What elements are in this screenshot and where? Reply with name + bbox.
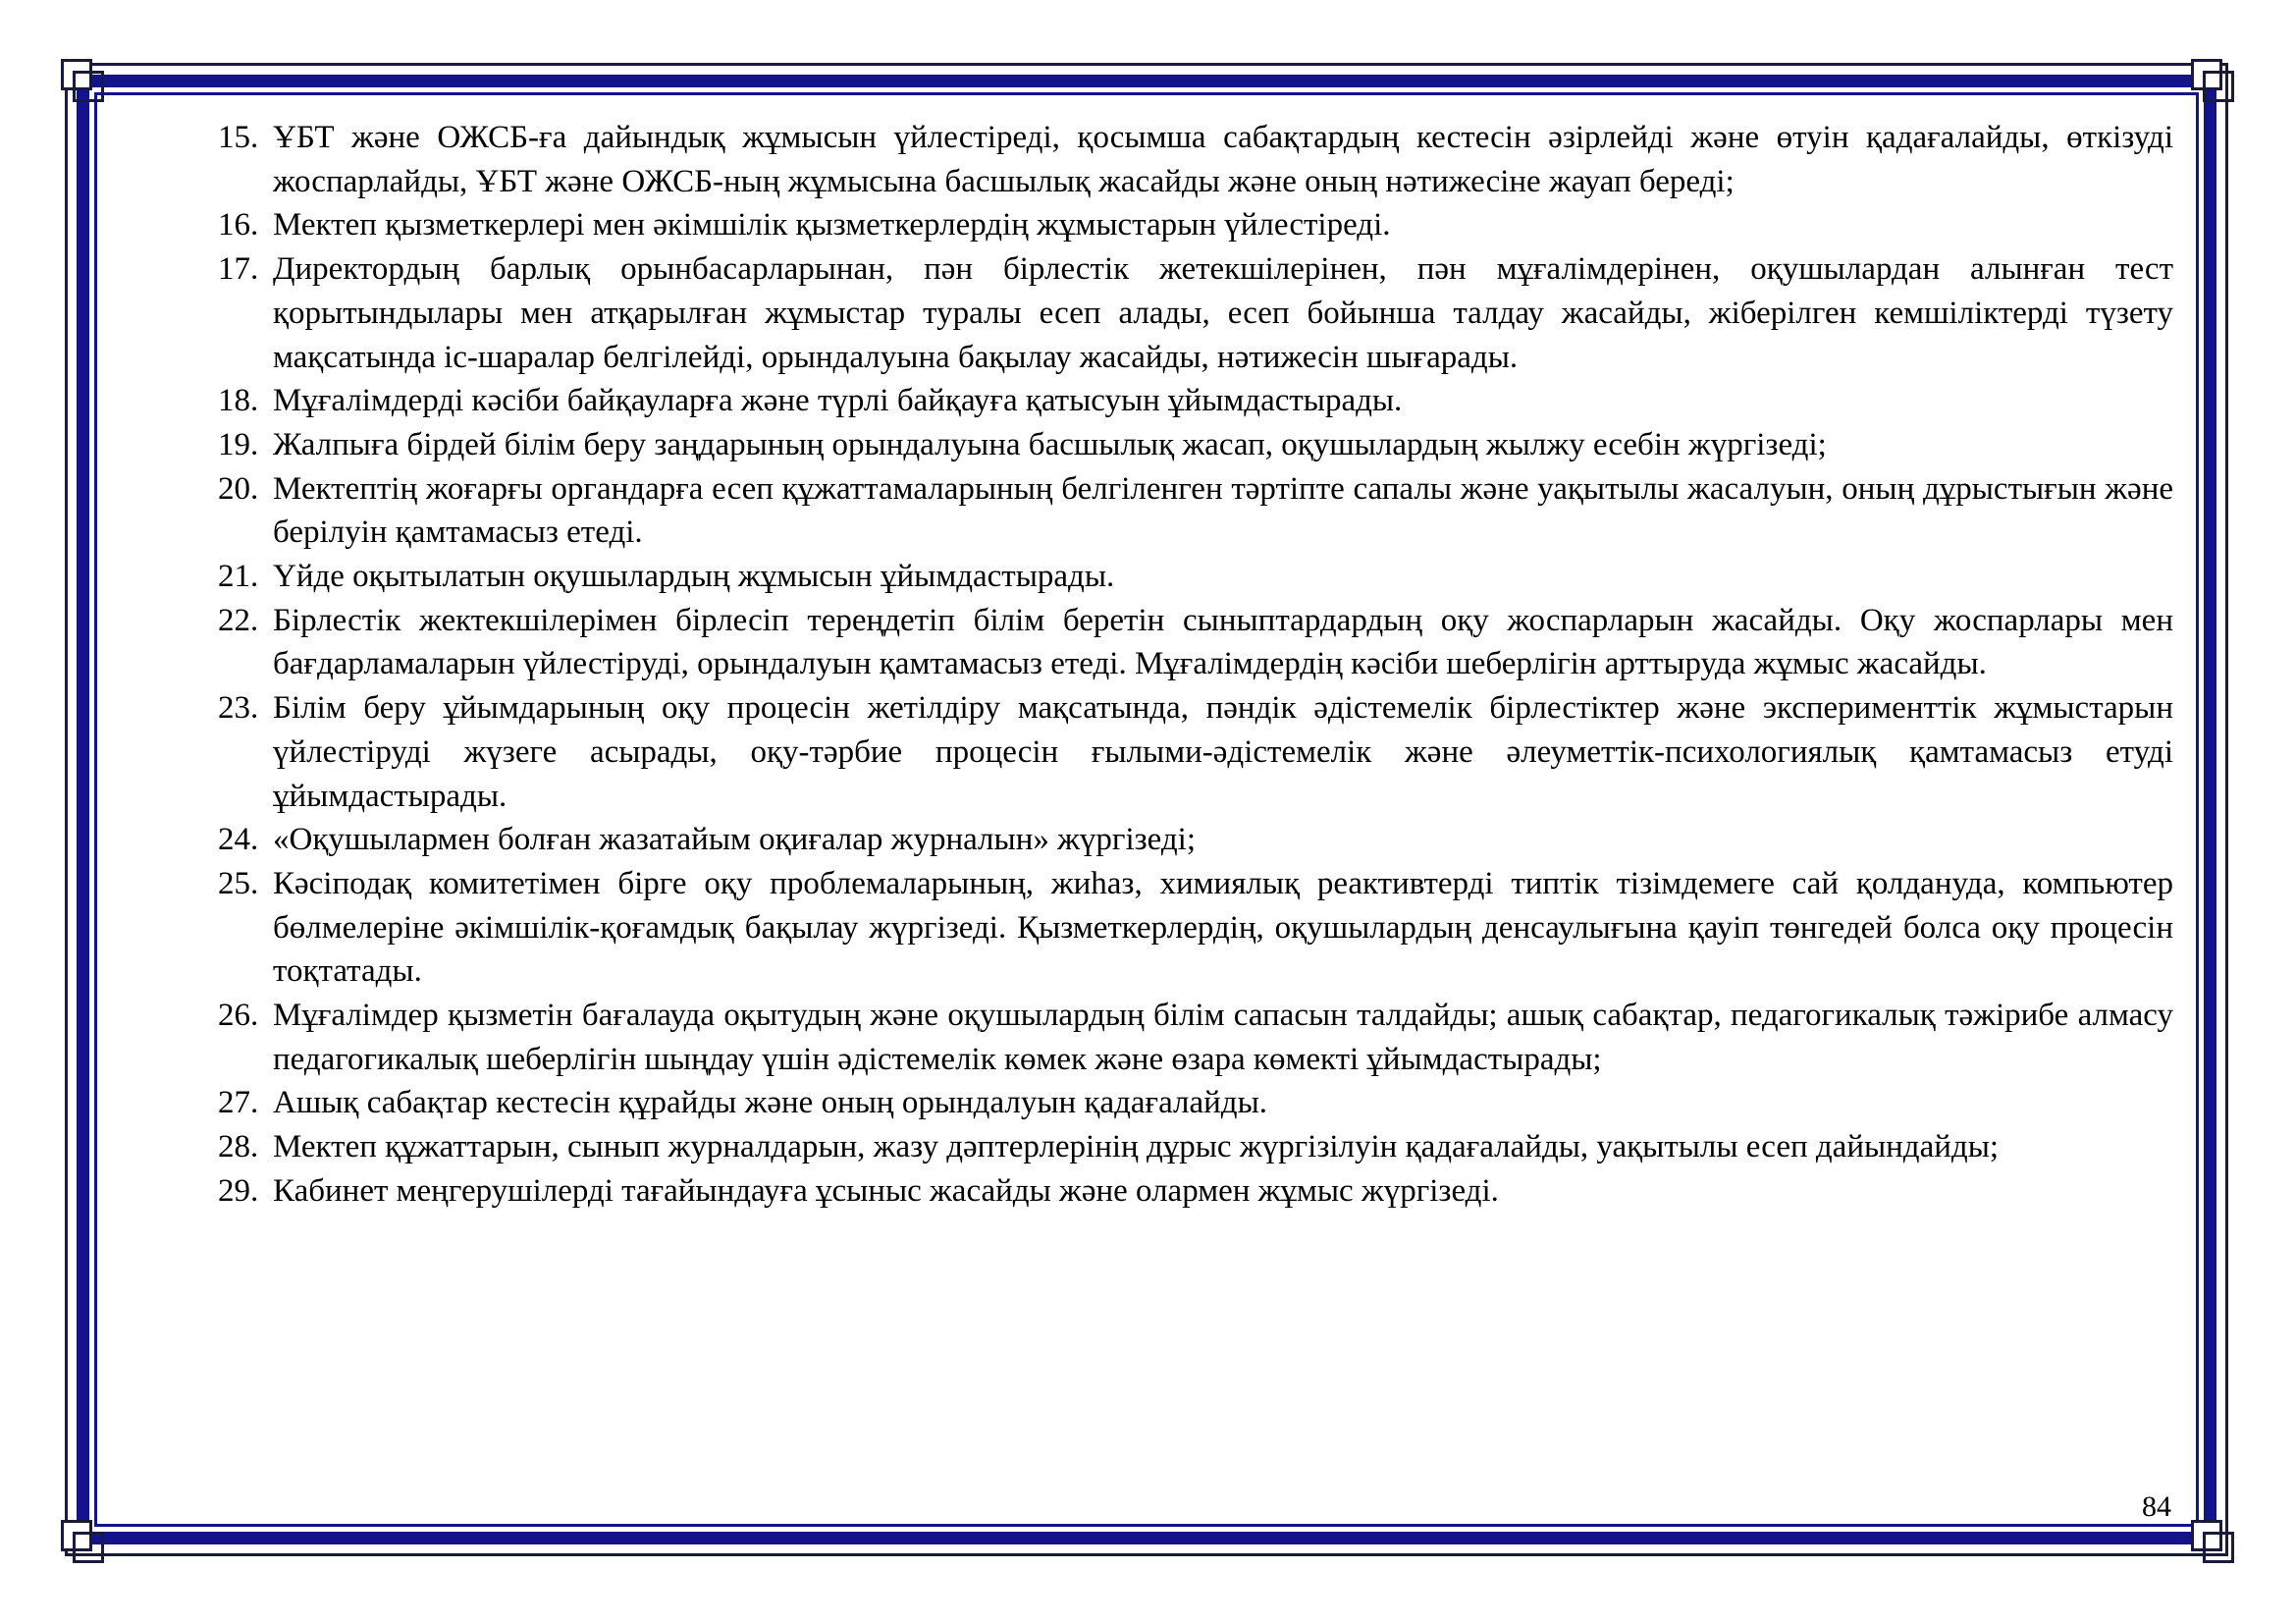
frame-corner-ornament-bottom-left <box>61 1520 104 1563</box>
list-item <box>218 116 2173 203</box>
list-item <box>218 1169 2173 1214</box>
list-item <box>218 686 2173 818</box>
frame-corner-ornament-top-right <box>2191 59 2234 102</box>
list-item-text: ҰБТ және ОЖСБ-ға дайындық жұмысын үйлестіреді, қосымша сабақтардың кестесін әзірлейді және өтуін қадағалайды, өткізуді жоспарлайды, ҰБТ және ОЖСБ-ның жұмысына басшылық жасайды және оның нәтижесіне жауап береді; <box>273 120 2173 199</box>
list-item-number: 18. <box>218 383 259 419</box>
list-item-text: Жалпыға бірдей білім беру заңдарының орындалуына басшылық жасап, оқушылардың жылжу есебін жүргізеді; <box>273 426 1827 462</box>
list-item-number: 16. <box>218 207 259 244</box>
list-item-number: 27. <box>218 1085 259 1121</box>
list-item-number: 20. <box>218 470 259 507</box>
list-item-text: Ашық сабақтар кестесін құрайды және оның орындалуын қадағалайды. <box>273 1085 1268 1121</box>
list-item-text: Мұғалімдер қызметін бағалауда оқытудың және оқушылардың білім сапасын талдайды; ашық сабақтар, педагогикалық тәжірибе алмасу педагогикалық шеберлігін шыңдау үшін әдістемелік көмек және өзара көмекті ұйымдастырады; <box>273 998 2173 1077</box>
list-item-number: 29. <box>218 1172 259 1209</box>
list-item <box>218 423 2173 467</box>
list-item-number: 23. <box>218 690 259 727</box>
frame-corner-ornament-top-left <box>61 59 104 102</box>
list-item-text: Мұғалімдерді кәсіби байқауларға және түрлі байқауға қатысуын ұйымдастырады. <box>273 383 1403 419</box>
list-item <box>218 994 2173 1081</box>
list-item-text: Мектептің жоғарғы органдарға есеп құжаттамаларының белгіленген тәртіпте сапалы және уақытылы жасалуын, оның дұрыстығын және берілуін қамтамасыз етеді. <box>273 470 2173 551</box>
list-item-number: 17. <box>218 251 259 288</box>
frame-corner-ornament-bottom-right <box>2191 1520 2234 1563</box>
list-item-number: 25. <box>218 865 259 901</box>
list-item-text: «Оқушылармен болған жазатайым оқиғалар журналын» жүргізеді; <box>273 822 1196 858</box>
list-item-number: 15. <box>218 120 259 155</box>
list-item-text: Мектеп қызметкерлері мен әкімшілік қызметкерлердің жұмыстарын үйлестіреді. <box>273 207 1391 244</box>
list-item <box>218 203 2173 247</box>
list-item <box>218 862 2173 994</box>
list-item-text: Мектеп құжаттарын, сынып журналдарын, жазу дәптерлерінің дұрыс жүргізілуін қадағалайды, уақытылы есеп дайындайды; <box>273 1129 2000 1165</box>
list-item-text: Кәсіподақ комитетімен бірге оқу проблемаларының, жиһаз, химиялық реактивтерді типтік тізімдемеге сай қолдануда, компьютер бөлмелеріне әкімшілік-қоғамдық бақылау жүргізеді. Қызметкерлердің, оқушылардың денсаулығына қауіп төнгедей болса оқу процесін тоқтатады. <box>273 865 2173 990</box>
list-item-number: 22. <box>218 602 259 638</box>
list-item <box>218 818 2173 862</box>
page-number <box>2142 1490 2171 1523</box>
list-item-text: Кабинет меңгерушілерді тағайындауға ұсыныс жасайды және олармен жұмыс жүргізеді. <box>273 1172 1499 1209</box>
list-item <box>218 467 2173 555</box>
list-item-text: Білім беру ұйымдарының оқу процесін жетілдіру мақсатында, пәндік әдістемелік бірлестіктер және эксперименттік жұмыстарын үйлестіруді жүзеге асырады, оқу-тәрбие процесін ғылыми-әдістемелік және әлеуметтік-психологиялық қамтамасыз етуді ұйымдастырады. <box>273 690 2173 814</box>
list-item-number: 24. <box>218 822 259 858</box>
list-item-number: 19. <box>218 426 259 462</box>
list-item <box>218 1081 2173 1125</box>
list-item-text: Бірлестік жектекшілерімен бірлесіп тереңдетіп білім беретін сыныптардардың оқу жоспарларын жасайды. Оқу жоспарлары мен бағдарламаларын үйлестіруді, орындалуын қамтамасыз етеді. Мұғалімдердің кәсіби шеберлігін арттыруда жұмыс жасайды. <box>273 602 2173 682</box>
list-item-text: Үйде оқытылатын оқушылардың жұмысын ұйымдастырады. <box>273 559 1115 595</box>
list-item <box>218 599 2173 686</box>
list-item <box>218 247 2173 379</box>
list-item-number: 26. <box>218 998 259 1034</box>
list-item <box>218 379 2173 423</box>
list-item <box>218 1125 2173 1169</box>
list-item-number: 21. <box>218 559 259 595</box>
duties-list <box>218 116 2173 1214</box>
list-item-text: Директордың барлық орынбасарларынан, пән бірлестік жетекшілерінен, пән мұғалімдерінен, оқушылардан алынған тест қорытындылары мен атқарылған жұмыстар туралы есеп алады, есеп бойынша талдау жасайды, жіберілген кемшіліктерді түзету мақсатында іс-шаралар белгілейді, орындалуына бақылау жасайды, нәтижесін шығарады. <box>273 251 2173 375</box>
list-item <box>218 555 2173 599</box>
list-item-number: 28. <box>218 1129 259 1165</box>
page-number-text: 84 <box>2142 1490 2171 1523</box>
